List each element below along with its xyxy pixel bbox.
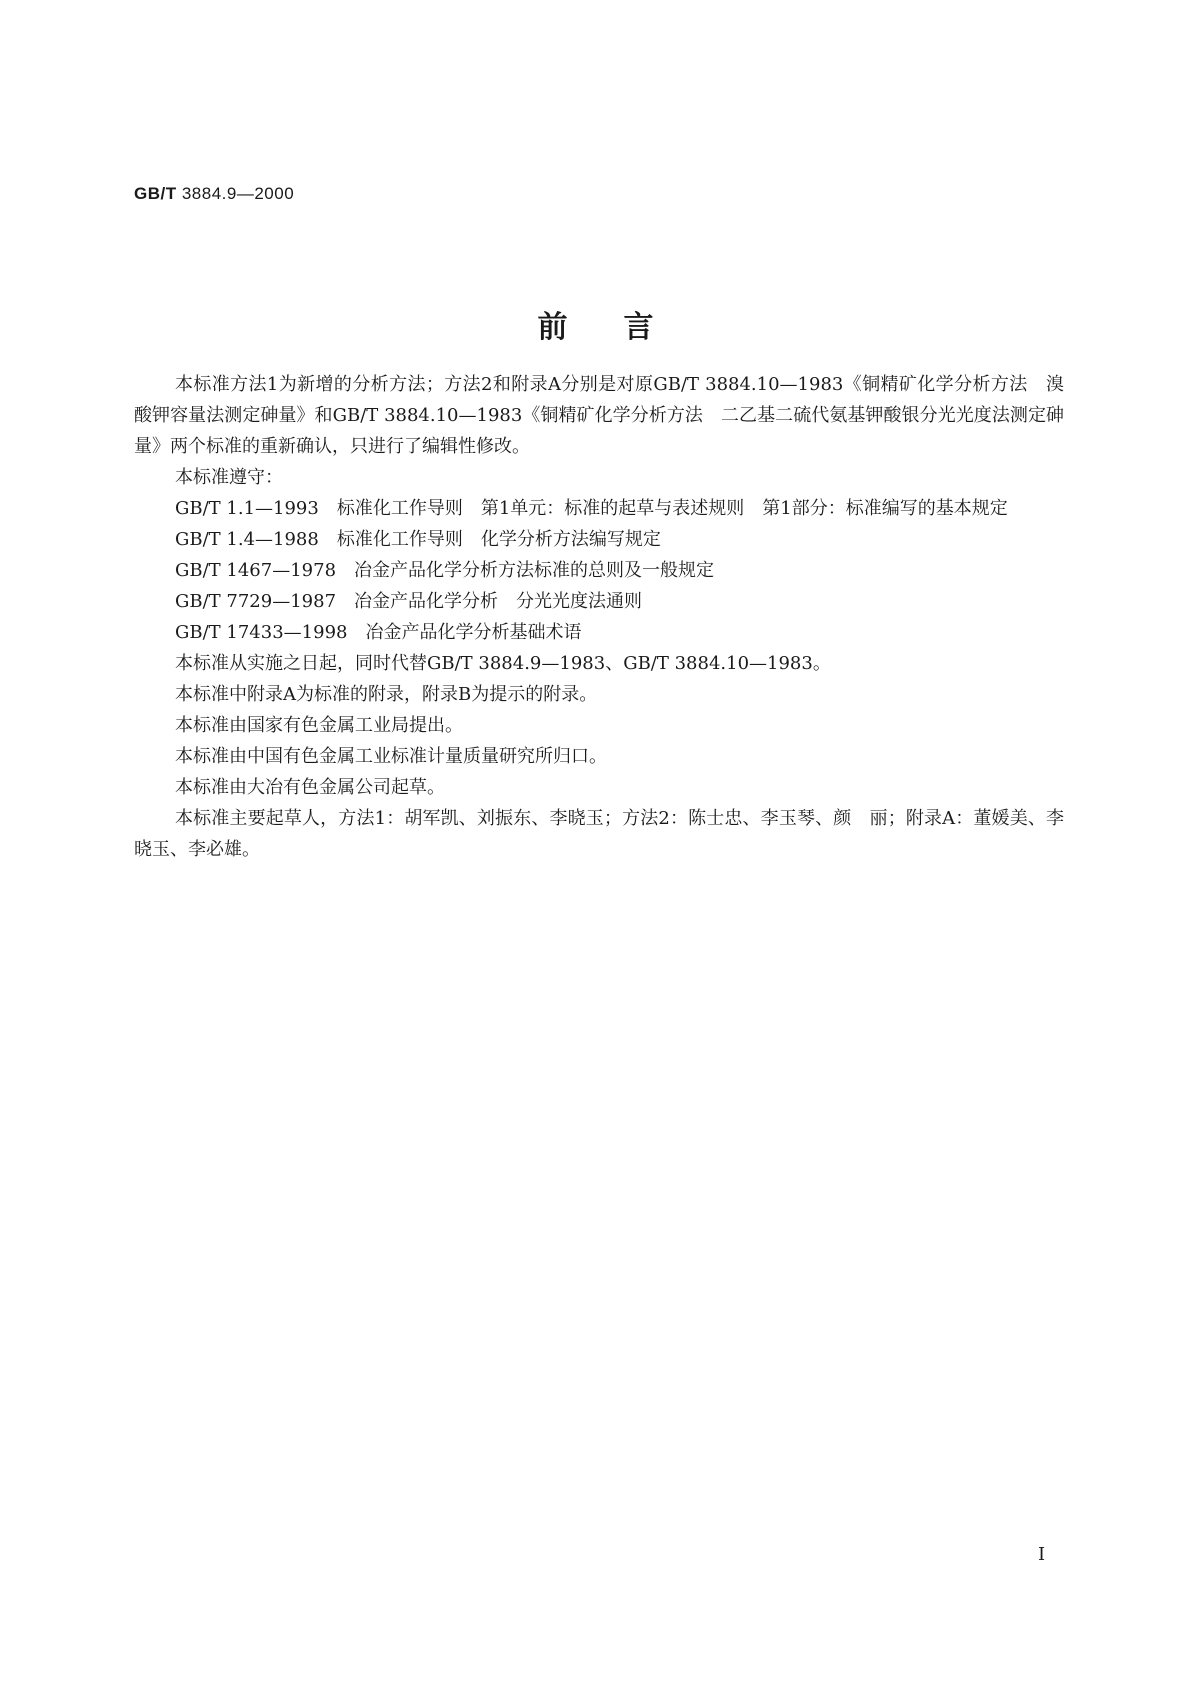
compliance-lead: 本标准遵守： [175, 467, 283, 488]
intro-paragraph: 本标准方法1为新增的分析方法；方法2和附录A分别是对原GB/T 3884.10—1983《铜精矿化学分析方法 溴酸钾容量法测定砷量》和GB/T 3884.10—1983《铜精矿化学分析方法 二乙基二硫代氨基钾酸银分光光度法测定砷量》两个标准的重新确认，只进行了编辑性修改。 [134, 374, 1064, 457]
drafted-by-paragraph: 本标准由大冶有色金属公司起草。 [175, 777, 445, 798]
page-number: I [1038, 1544, 1046, 1565]
page-title: 前言 [537, 310, 710, 345]
proposed-by-paragraph: 本标准由国家有色金属工业局提出。 [175, 715, 463, 736]
reference-code: GB/T 1.1—1993 [175, 498, 337, 519]
reference-title: 冶金产品化学分析 分光光度法通则 [354, 591, 643, 612]
reference-code: GB/T 1.4—1988 [175, 529, 337, 550]
reference-title: 标准化工作导则 化学分析方法编写规定 [336, 529, 661, 550]
standard-number-header [134, 184, 294, 204]
reference-item [134, 524, 1064, 555]
standard-number: 3884.9—2000 [176, 184, 295, 203]
annex-note-paragraph: 本标准中附录A为标准的附录，附录B为提示的附录。 [175, 684, 598, 705]
drafters-paragraph: 本标准主要起草人，方法1：胡军凯、刘振东、李晓玉；方法2：陈士忠、李玉琴、颜 丽；附录A：董媛美、李晓玉、李必雄。 [134, 808, 1064, 860]
reference-title: 冶金产品化学分析方法标准的总则及一般规定 [354, 560, 715, 581]
reference-code: GB/T 1467—1978 [175, 560, 355, 581]
reference-item [134, 586, 1064, 617]
reference-code: GB/T 17433—1998 [175, 622, 366, 643]
reference-item [134, 555, 1064, 586]
managed-by-paragraph: 本标准由中国有色金属工业标准计量质量研究所归口。 [175, 746, 607, 767]
reference-title: 标准化工作导则 第1单元：标准的起草与表述规则 第1部分：标准编写的基本规定 [336, 498, 1008, 519]
reference-code: GB/T 7729—1987 [175, 591, 355, 612]
standard-prefix: GB/T [134, 184, 177, 203]
replaces-paragraph: 本标准从实施之日起，同时代替GB/T 3884.9—1983、GB/T 3884.10—1983。 [175, 653, 831, 674]
preface-body [134, 369, 1064, 865]
reference-title: 冶金产品化学分析基础术语 [365, 622, 582, 643]
reference-item [134, 617, 1064, 648]
reference-item [134, 493, 1064, 524]
